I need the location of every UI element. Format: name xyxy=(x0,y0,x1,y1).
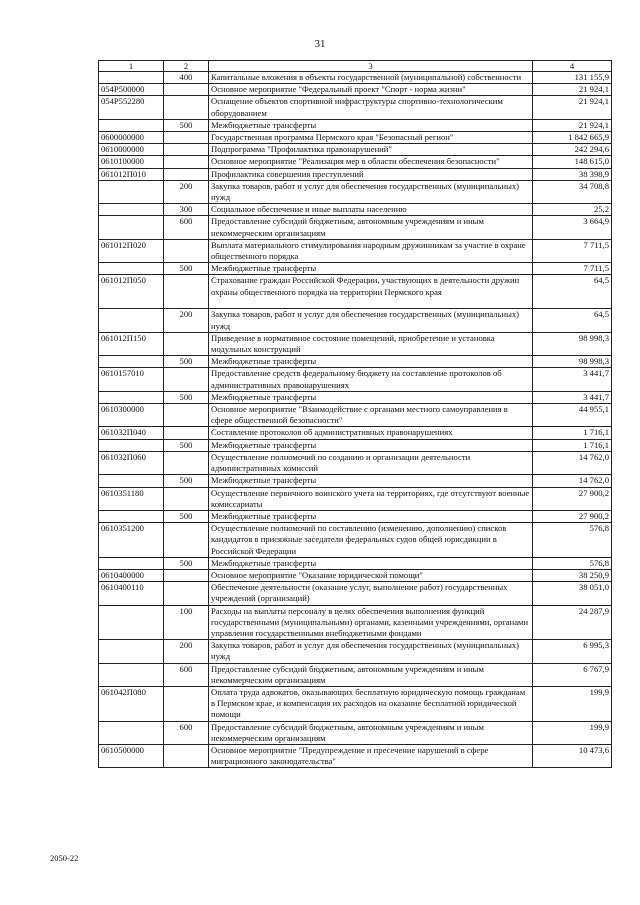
row-code: 0610500000 xyxy=(99,744,164,767)
row-name: Основное мероприятие "Предупреждение и пресечение нарушений в сфере миграционного законодательства" xyxy=(209,744,533,767)
row-name: Межбюджетные трансферты xyxy=(209,391,533,403)
row-name: Межбюджетные трансферты xyxy=(209,475,533,487)
header-col-1: 1 xyxy=(99,61,164,72)
row-code xyxy=(99,721,164,744)
row-amount: 27 900,2 xyxy=(533,487,612,510)
row-amount: 199,9 xyxy=(533,686,612,721)
row-expense-type xyxy=(164,487,209,510)
row-name: Межбюджетные трансферты xyxy=(209,119,533,131)
row-expense-type: 400 xyxy=(164,72,209,84)
table-row xyxy=(99,216,612,239)
table-row xyxy=(99,84,612,96)
row-name: Предоставление субсидий бюджетным, автономным учреждениям и иным некоммерческим организациям xyxy=(209,663,533,686)
row-expense-type xyxy=(164,744,209,767)
header-col-4: 4 xyxy=(533,61,612,72)
row-code: 054Р552280 xyxy=(99,96,164,119)
row-code: 0610000000 xyxy=(99,144,164,156)
table-row xyxy=(99,663,612,686)
row-code xyxy=(99,263,164,275)
row-code: 0610351180 xyxy=(99,487,164,510)
row-expense-type xyxy=(164,96,209,119)
row-amount: 1 716,1 xyxy=(533,427,612,439)
row-name: Закупка товаров, работ и услуг для обеспечения государственных (муниципальных) нужд xyxy=(209,640,533,663)
table-row xyxy=(99,204,612,216)
budget-table xyxy=(98,60,612,768)
table-row xyxy=(99,582,612,605)
row-name: Предоставление субсидий бюджетным, автономным учреждениям и иным некоммерческим организациям xyxy=(209,216,533,239)
row-name: Основное мероприятие "Федеральный проект "Спорт - норма жизни" xyxy=(209,84,533,96)
row-expense-type xyxy=(164,156,209,168)
table-row xyxy=(99,332,612,355)
row-name: Межбюджетные трансферты xyxy=(209,439,533,451)
row-expense-type xyxy=(164,368,209,391)
table-row xyxy=(99,557,612,569)
table-row xyxy=(99,72,612,84)
table-row xyxy=(99,640,612,663)
row-name: Межбюджетные трансферты xyxy=(209,557,533,569)
row-amount: 21 924,1 xyxy=(533,84,612,96)
row-amount: 44 955,1 xyxy=(533,404,612,427)
row-name: Подпрограмма "Профилактика правонарушений" xyxy=(209,144,533,156)
row-amount: 21 924,1 xyxy=(533,96,612,119)
row-code xyxy=(99,119,164,131)
row-name: Составление протоколов об административных правонарушениях xyxy=(209,427,533,439)
row-amount: 3 441,7 xyxy=(533,368,612,391)
row-name: Оплата труда адвокатов, оказывающих бесплатную юридическую помощь гражданам в Пермском крае, и компенсация их расходов на оказание бесплатной юридической помощи xyxy=(209,686,533,721)
row-amount: 14 762,0 xyxy=(533,475,612,487)
row-name: Закупка товаров, работ и услуг для обеспечения государственных (муниципальных) нужд xyxy=(209,309,533,332)
row-expense-type: 500 xyxy=(164,557,209,569)
row-code xyxy=(99,663,164,686)
row-expense-type xyxy=(164,239,209,262)
row-expense-type xyxy=(164,132,209,144)
table-row xyxy=(99,168,612,180)
row-name: Приведение в нормативное состояние помещений, приобретение и установка модульных конструкций xyxy=(209,332,533,355)
row-expense-type: 200 xyxy=(164,309,209,332)
row-amount: 576,8 xyxy=(533,557,612,569)
row-name: Обеспечение деятельности (оказание услуг, выполнение работ) государственных учреждений (организаций) xyxy=(209,582,533,605)
row-expense-type: 100 xyxy=(164,605,209,640)
row-code: 0600000000 xyxy=(99,132,164,144)
row-amount: 27 900,2 xyxy=(533,510,612,522)
table-body xyxy=(99,72,612,768)
row-expense-type xyxy=(164,275,209,309)
row-code: 0610157010 xyxy=(99,368,164,391)
row-code: 0610400110 xyxy=(99,582,164,605)
row-code xyxy=(99,72,164,84)
row-amount: 34 708,8 xyxy=(533,180,612,203)
row-expense-type xyxy=(164,686,209,721)
row-expense-type: 500 xyxy=(164,356,209,368)
row-code: 0610400000 xyxy=(99,569,164,581)
row-code xyxy=(99,475,164,487)
row-name: Закупка товаров, работ и услуг для обеспечения государственных (муниципальных) нужд xyxy=(209,180,533,203)
row-code xyxy=(99,439,164,451)
table-row xyxy=(99,180,612,203)
row-code: 061012П010 xyxy=(99,168,164,180)
row-code: 061012П150 xyxy=(99,332,164,355)
row-code: 0610100000 xyxy=(99,156,164,168)
row-code: 054Р500000 xyxy=(99,84,164,96)
row-name: Предоставление субсидий бюджетным, автономным учреждениям и иным некоммерческим организациям xyxy=(209,721,533,744)
table-row xyxy=(99,239,612,262)
table-row xyxy=(99,475,612,487)
row-code xyxy=(99,640,164,663)
row-name: Основное мероприятие "Реализация мер в области обеспечения безопасности" xyxy=(209,156,533,168)
row-amount: 64,5 xyxy=(533,275,612,309)
table-header-row xyxy=(99,61,612,72)
row-code xyxy=(99,216,164,239)
row-code xyxy=(99,557,164,569)
table-row xyxy=(99,427,612,439)
row-code xyxy=(99,180,164,203)
row-expense-type xyxy=(164,404,209,427)
table-row xyxy=(99,309,612,332)
table-row xyxy=(99,569,612,581)
table-row xyxy=(99,263,612,275)
row-amount: 6 995,3 xyxy=(533,640,612,663)
row-amount: 98 998,3 xyxy=(533,356,612,368)
row-expense-type xyxy=(164,84,209,96)
table-row xyxy=(99,721,612,744)
table-row xyxy=(99,356,612,368)
table-row xyxy=(99,368,612,391)
row-name: Основное мероприятие "Оказание юридической помощи" xyxy=(209,569,533,581)
table-row xyxy=(99,605,612,640)
row-name: Государственная программа Пермского края "Безопасный регион" xyxy=(209,132,533,144)
row-amount: 199,9 xyxy=(533,721,612,744)
row-code: 061032П060 xyxy=(99,451,164,474)
table-row xyxy=(99,119,612,131)
table-row xyxy=(99,96,612,119)
row-expense-type xyxy=(164,582,209,605)
row-amount: 3 441,7 xyxy=(533,391,612,403)
table-row xyxy=(99,156,612,168)
row-code: 0610351200 xyxy=(99,523,164,558)
table-row xyxy=(99,744,612,767)
row-name: Предоставление средств федеральному бюджету на составление протоколов об административных правонарушениях xyxy=(209,368,533,391)
row-expense-type: 500 xyxy=(164,119,209,131)
row-amount: 3 664,9 xyxy=(533,216,612,239)
table-row xyxy=(99,404,612,427)
row-expense-type xyxy=(164,332,209,355)
row-amount: 6 767,9 xyxy=(533,663,612,686)
row-name: Оснащение объектов спортивной инфраструктуры спортивно-технологическим оборудованием xyxy=(209,96,533,119)
row-expense-type: 300 xyxy=(164,204,209,216)
row-code xyxy=(99,309,164,332)
page-number: 31 xyxy=(314,38,326,50)
row-name: Межбюджетные трансферты xyxy=(209,263,533,275)
table-row xyxy=(99,451,612,474)
row-amount: 1 716,1 xyxy=(533,439,612,451)
row-amount: 24 287,9 xyxy=(533,605,612,640)
row-amount: 242 294,6 xyxy=(533,144,612,156)
row-expense-type xyxy=(164,569,209,581)
row-expense-type: 500 xyxy=(164,439,209,451)
table-row xyxy=(99,510,612,522)
row-name: Основное мероприятие "Взаимодействие с органами местного самоуправления в сфере общественной безопасности" xyxy=(209,404,533,427)
row-expense-type: 500 xyxy=(164,263,209,275)
row-code: 061032П040 xyxy=(99,427,164,439)
row-code xyxy=(99,356,164,368)
table-row xyxy=(99,523,612,558)
row-amount: 148 615,0 xyxy=(533,156,612,168)
row-expense-type: 500 xyxy=(164,475,209,487)
row-amount: 21 924,1 xyxy=(533,119,612,131)
row-code: 061042П080 xyxy=(99,686,164,721)
row-name: Осуществление полномочий по составлению (изменению, дополнению) списков кандидатов в присяжные заседатели федеральных судов общей юрисдикции в Российской Федерации xyxy=(209,523,533,558)
row-code xyxy=(99,391,164,403)
row-code: 061012П050 xyxy=(99,275,164,309)
row-expense-type: 600 xyxy=(164,216,209,239)
row-expense-type: 200 xyxy=(164,640,209,663)
row-code xyxy=(99,204,164,216)
row-amount: 7 711,5 xyxy=(533,239,612,262)
table-row xyxy=(99,144,612,156)
row-expense-type: 500 xyxy=(164,391,209,403)
row-expense-type xyxy=(164,523,209,558)
row-expense-type: 600 xyxy=(164,663,209,686)
row-name: Выплата материального стимулирования народным дружинникам за участие в охране общественного порядка xyxy=(209,239,533,262)
row-amount: 64,5 xyxy=(533,309,612,332)
row-code: 061012П020 xyxy=(99,239,164,262)
row-amount: 576,8 xyxy=(533,523,612,558)
table-row xyxy=(99,487,612,510)
row-name: Профилактика совершения преступлений xyxy=(209,168,533,180)
row-amount: 38 398,9 xyxy=(533,168,612,180)
row-expense-type: 200 xyxy=(164,180,209,203)
row-code xyxy=(99,510,164,522)
row-amount: 38 051,0 xyxy=(533,582,612,605)
row-name: Страхование граждан Российской Федерации, участвующих в деятельности дружин охраны общественного порядка на территории Пермского края xyxy=(209,275,533,309)
row-amount: 25,2 xyxy=(533,204,612,216)
table-row xyxy=(99,275,612,309)
row-name: Социальное обеспечение и иные выплаты населению xyxy=(209,204,533,216)
row-expense-type xyxy=(164,144,209,156)
row-amount: 131 155,9 xyxy=(533,72,612,84)
row-amount: 7 711,5 xyxy=(533,263,612,275)
table-row xyxy=(99,686,612,721)
row-amount: 10 473,6 xyxy=(533,744,612,767)
row-name: Осуществление первичного воинского учета на территориях, где отсутствуют военные комиссариаты xyxy=(209,487,533,510)
header-col-3: 3 xyxy=(209,61,533,72)
table-row xyxy=(99,391,612,403)
row-amount: 98 998,3 xyxy=(533,332,612,355)
row-amount: 38 250,9 xyxy=(533,569,612,581)
row-expense-type: 600 xyxy=(164,721,209,744)
footer-code: 2050-22 xyxy=(50,853,79,863)
table-row xyxy=(99,132,612,144)
row-expense-type xyxy=(164,427,209,439)
row-code xyxy=(99,605,164,640)
row-expense-type: 500 xyxy=(164,510,209,522)
table-row xyxy=(99,439,612,451)
row-amount: 1 842 665,9 xyxy=(533,132,612,144)
row-name: Межбюджетные трансферты xyxy=(209,356,533,368)
row-name: Межбюджетные трансферты xyxy=(209,510,533,522)
row-name: Осуществление полномочий по созданию и организации деятельности административных комиссий xyxy=(209,451,533,474)
header-col-2: 2 xyxy=(164,61,209,72)
row-expense-type xyxy=(164,168,209,180)
row-name: Расходы на выплаты персоналу в целях обеспечения выполнения функций государственными (муниципальными) органами, казенными учреждениями, органами управления государственными внебюджетными фондами xyxy=(209,605,533,640)
row-code: 0610300000 xyxy=(99,404,164,427)
row-name: Капитальные вложения в объекты государственной (муниципальной) собственности xyxy=(209,72,533,84)
row-amount: 14 762,0 xyxy=(533,451,612,474)
row-expense-type xyxy=(164,451,209,474)
